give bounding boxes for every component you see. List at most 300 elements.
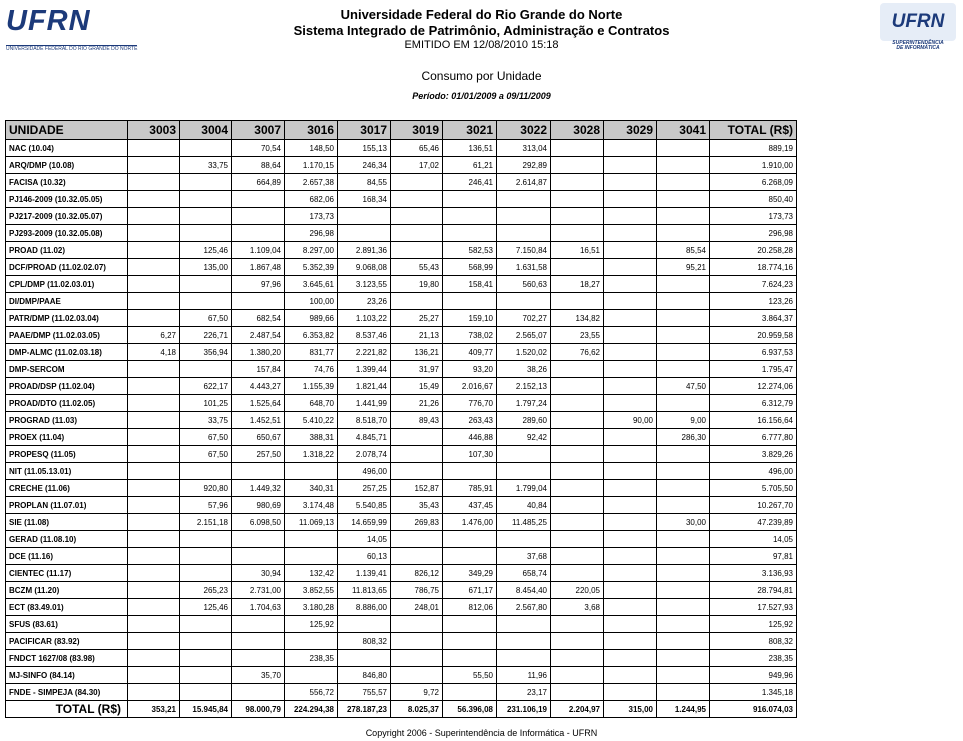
- value-cell: 248,01: [391, 599, 443, 616]
- table-row: [6, 259, 797, 276]
- table-row: [6, 565, 797, 582]
- value-cell: [604, 531, 657, 548]
- value-cell: [604, 140, 657, 157]
- value-cell: [604, 361, 657, 378]
- value-cell: [285, 463, 338, 480]
- value-cell: 19,80: [391, 276, 443, 293]
- value-cell: [128, 650, 180, 667]
- value-cell: [391, 548, 443, 565]
- column-header: 3004: [180, 121, 232, 140]
- value-cell: [180, 174, 232, 191]
- value-cell: [551, 293, 604, 310]
- row-total-cell: 6.268,09: [710, 174, 797, 191]
- table-row: [6, 480, 797, 497]
- row-total-cell: 1.795,47: [710, 361, 797, 378]
- value-cell: 97,96: [232, 276, 285, 293]
- value-cell: 1.380,20: [232, 344, 285, 361]
- value-cell: 1.867,48: [232, 259, 285, 276]
- value-cell: [232, 208, 285, 225]
- row-total-cell: 12.274,06: [710, 378, 797, 395]
- value-cell: 8.518,70: [338, 412, 391, 429]
- value-cell: 286,30: [657, 429, 710, 446]
- value-cell: 2.891,36: [338, 242, 391, 259]
- value-cell: 21,13: [391, 327, 443, 344]
- row-total-cell: 1.910,00: [710, 157, 797, 174]
- value-cell: 1.155,39: [285, 378, 338, 395]
- column-header: 3029: [604, 121, 657, 140]
- value-cell: [604, 633, 657, 650]
- value-cell: [657, 497, 710, 514]
- value-cell: 1.525,64: [232, 395, 285, 412]
- row-total-cell: 889,19: [710, 140, 797, 157]
- value-cell: 2.567,80: [497, 599, 551, 616]
- emission-date: EMITIDO EM 12/08/2010 15:18: [404, 39, 559, 51]
- value-cell: 226,71: [180, 327, 232, 344]
- value-cell: [604, 174, 657, 191]
- unit-name-cell: SFUS (83.61): [6, 616, 128, 633]
- value-cell: 136,21: [391, 344, 443, 361]
- table-row: [6, 446, 797, 463]
- value-cell: 37,68: [497, 548, 551, 565]
- value-cell: [128, 667, 180, 684]
- row-total-cell: 5.705,50: [710, 480, 797, 497]
- value-cell: [128, 208, 180, 225]
- value-cell: 30,00: [657, 514, 710, 531]
- value-cell: [497, 463, 551, 480]
- value-cell: [180, 684, 232, 701]
- value-cell: [497, 191, 551, 208]
- value-cell: 11.813,65: [338, 582, 391, 599]
- value-cell: 100,00: [285, 293, 338, 310]
- value-cell: [657, 650, 710, 667]
- unit-name-cell: PAAE/DMP (11.02.03.05): [6, 327, 128, 344]
- value-cell: 2.016,67: [443, 378, 497, 395]
- value-cell: 1.631,58: [497, 259, 551, 276]
- value-cell: 8.454,40: [497, 582, 551, 599]
- value-cell: [657, 446, 710, 463]
- value-cell: 85,54: [657, 242, 710, 259]
- value-cell: 6,27: [128, 327, 180, 344]
- value-cell: 6.353,82: [285, 327, 338, 344]
- row-total-cell: 1.345,18: [710, 684, 797, 701]
- value-cell: [604, 191, 657, 208]
- value-cell: 95,21: [657, 259, 710, 276]
- value-cell: 23,17: [497, 684, 551, 701]
- value-cell: [604, 378, 657, 395]
- value-cell: [497, 650, 551, 667]
- value-cell: 21,26: [391, 395, 443, 412]
- row-total-cell: 3.136,93: [710, 565, 797, 582]
- value-cell: [657, 582, 710, 599]
- value-cell: 14,05: [338, 531, 391, 548]
- value-cell: [657, 395, 710, 412]
- value-cell: [128, 276, 180, 293]
- value-cell: 65,46: [391, 140, 443, 157]
- value-cell: 89,43: [391, 412, 443, 429]
- value-cell: 8.886,00: [338, 599, 391, 616]
- table-row: [6, 514, 797, 531]
- ufrn-logo-text: UFRN: [6, 5, 91, 37]
- table-row: [6, 650, 797, 667]
- value-cell: [604, 276, 657, 293]
- value-cell: [391, 667, 443, 684]
- sinfo-logo-text: UFRN: [880, 3, 956, 41]
- value-cell: 238,35: [285, 650, 338, 667]
- value-cell: 1.452,51: [232, 412, 285, 429]
- value-cell: 755,57: [338, 684, 391, 701]
- table-row: [6, 191, 797, 208]
- value-cell: 1.704,63: [232, 599, 285, 616]
- value-cell: [551, 667, 604, 684]
- value-cell: 152,87: [391, 480, 443, 497]
- value-cell: [604, 565, 657, 582]
- row-total-cell: 14,05: [710, 531, 797, 548]
- value-cell: 55,50: [443, 667, 497, 684]
- value-cell: 93,20: [443, 361, 497, 378]
- value-cell: 846,80: [338, 667, 391, 684]
- value-cell: 568,99: [443, 259, 497, 276]
- value-cell: 157,84: [232, 361, 285, 378]
- value-cell: [551, 140, 604, 157]
- value-cell: 67,50: [180, 429, 232, 446]
- value-cell: [497, 633, 551, 650]
- value-cell: 349,29: [443, 565, 497, 582]
- value-cell: [285, 531, 338, 548]
- value-cell: 132,42: [285, 565, 338, 582]
- value-cell: [657, 225, 710, 242]
- table-row: [6, 310, 797, 327]
- value-cell: 340,31: [285, 480, 338, 497]
- value-cell: 3.852,55: [285, 582, 338, 599]
- column-header: 3022: [497, 121, 551, 140]
- value-cell: [180, 293, 232, 310]
- value-cell: [657, 616, 710, 633]
- value-cell: 8.537,46: [338, 327, 391, 344]
- value-cell: 15,49: [391, 378, 443, 395]
- unit-name-cell: ECT (83.49.01): [6, 599, 128, 616]
- value-cell: 76,62: [551, 344, 604, 361]
- value-cell: 582,53: [443, 242, 497, 259]
- value-cell: [657, 174, 710, 191]
- value-cell: [657, 548, 710, 565]
- value-cell: 1.821,44: [338, 378, 391, 395]
- value-cell: [391, 208, 443, 225]
- column-total-cell: 15.945,84: [180, 701, 232, 718]
- value-cell: [604, 684, 657, 701]
- value-cell: [657, 208, 710, 225]
- value-cell: [604, 395, 657, 412]
- column-total-cell: 56.396,08: [443, 701, 497, 718]
- value-cell: [657, 667, 710, 684]
- value-cell: [128, 582, 180, 599]
- value-cell: [604, 667, 657, 684]
- unit-name-cell: PJ217-2009 (10.32.05.07): [6, 208, 128, 225]
- value-cell: [551, 191, 604, 208]
- value-cell: [391, 429, 443, 446]
- value-cell: [391, 531, 443, 548]
- value-cell: [128, 310, 180, 327]
- value-cell: [551, 395, 604, 412]
- unit-name-cell: PROEX (11.04): [6, 429, 128, 446]
- value-cell: [604, 446, 657, 463]
- column-header-unidade: UNIDADE: [6, 121, 128, 140]
- value-cell: [128, 157, 180, 174]
- value-cell: 9.068,08: [338, 259, 391, 276]
- value-cell: [551, 497, 604, 514]
- value-cell: 101,25: [180, 395, 232, 412]
- value-cell: 17,02: [391, 157, 443, 174]
- column-total-cell: 231.106,19: [497, 701, 551, 718]
- value-cell: [604, 616, 657, 633]
- value-cell: 7.150,84: [497, 242, 551, 259]
- value-cell: [180, 616, 232, 633]
- value-cell: 257,50: [232, 446, 285, 463]
- value-cell: [338, 616, 391, 633]
- column-total-cell: 353,21: [128, 701, 180, 718]
- value-cell: [232, 684, 285, 701]
- unit-name-cell: PATR/DMP (11.02.03.04): [6, 310, 128, 327]
- value-cell: [128, 429, 180, 446]
- value-cell: 4,18: [128, 344, 180, 361]
- unit-name-cell: PJ146-2009 (10.32.05.05): [6, 191, 128, 208]
- table-row: [6, 276, 797, 293]
- value-cell: 11,96: [497, 667, 551, 684]
- value-cell: 3.645,61: [285, 276, 338, 293]
- value-cell: 831,77: [285, 344, 338, 361]
- report-period: [0, 91, 963, 101]
- table-row: [6, 497, 797, 514]
- value-cell: 2.221,82: [338, 344, 391, 361]
- value-cell: [604, 463, 657, 480]
- value-cell: 2.731,00: [232, 582, 285, 599]
- value-cell: [551, 412, 604, 429]
- value-cell: [391, 633, 443, 650]
- value-cell: [180, 548, 232, 565]
- table-row: [6, 616, 797, 633]
- value-cell: [657, 361, 710, 378]
- table-total-row: [6, 701, 797, 718]
- report-title: Consumo por Unidade: [421, 69, 542, 83]
- value-cell: 826,12: [391, 565, 443, 582]
- value-cell: [657, 344, 710, 361]
- value-cell: 682,54: [232, 310, 285, 327]
- unit-name-cell: PROGRAD (11.03): [6, 412, 128, 429]
- value-cell: [551, 429, 604, 446]
- value-cell: 1.520,02: [497, 344, 551, 361]
- value-cell: [232, 548, 285, 565]
- unit-name-cell: NAC (10.04): [6, 140, 128, 157]
- value-cell: [443, 191, 497, 208]
- table-row: [6, 395, 797, 412]
- value-cell: [180, 650, 232, 667]
- value-cell: [497, 293, 551, 310]
- value-cell: [604, 599, 657, 616]
- unit-name-cell: MJ-SINFO (84.14): [6, 667, 128, 684]
- value-cell: [604, 480, 657, 497]
- value-cell: 155,13: [338, 140, 391, 157]
- total-label: TOTAL (R$): [6, 701, 128, 718]
- value-cell: [232, 633, 285, 650]
- value-cell: 785,91: [443, 480, 497, 497]
- value-cell: [551, 684, 604, 701]
- value-cell: 57,96: [180, 497, 232, 514]
- row-total-cell: 3.829,26: [710, 446, 797, 463]
- column-header: TOTAL (R$): [710, 121, 797, 140]
- table-row: [6, 429, 797, 446]
- table-row: [6, 684, 797, 701]
- unit-name-cell: FNDCT 1627/08 (83.98): [6, 650, 128, 667]
- value-cell: [443, 463, 497, 480]
- value-cell: 18,27: [551, 276, 604, 293]
- row-total-cell: 296,98: [710, 225, 797, 242]
- value-cell: [128, 514, 180, 531]
- value-cell: [391, 225, 443, 242]
- unit-name-cell: CRECHE (11.06): [6, 480, 128, 497]
- value-cell: [391, 242, 443, 259]
- value-cell: 136,51: [443, 140, 497, 157]
- row-total-cell: 125,92: [710, 616, 797, 633]
- value-cell: [232, 191, 285, 208]
- value-cell: [604, 225, 657, 242]
- value-cell: [497, 208, 551, 225]
- value-cell: 23,26: [338, 293, 391, 310]
- value-cell: [128, 599, 180, 616]
- value-cell: 1.399,44: [338, 361, 391, 378]
- value-cell: 2.487,54: [232, 327, 285, 344]
- value-cell: 1.109,04: [232, 242, 285, 259]
- value-cell: 134,82: [551, 310, 604, 327]
- value-cell: 16,51: [551, 242, 604, 259]
- value-cell: 2.657,38: [285, 174, 338, 191]
- unit-name-cell: DI/DMP/PAAE: [6, 293, 128, 310]
- row-total-cell: 808,32: [710, 633, 797, 650]
- row-total-cell: 20.959,58: [710, 327, 797, 344]
- row-total-cell: 238,35: [710, 650, 797, 667]
- value-cell: [180, 565, 232, 582]
- ufrn-logo-tagline: UNIVERSIDADE FEDERAL DO RIO GRANDE DO NORTE: [6, 46, 138, 52]
- value-cell: 1.797,24: [497, 395, 551, 412]
- value-cell: 14.659,99: [338, 514, 391, 531]
- value-cell: 560,63: [497, 276, 551, 293]
- value-cell: [657, 463, 710, 480]
- value-cell: 61,21: [443, 157, 497, 174]
- value-cell: [391, 650, 443, 667]
- value-cell: [551, 548, 604, 565]
- value-cell: 74,76: [285, 361, 338, 378]
- row-total-cell: 123,26: [710, 293, 797, 310]
- value-cell: [128, 480, 180, 497]
- row-total-cell: 18.774,16: [710, 259, 797, 276]
- column-total-cell: 278.187,23: [338, 701, 391, 718]
- value-cell: 4.845,71: [338, 429, 391, 446]
- value-cell: [128, 463, 180, 480]
- value-cell: 107,30: [443, 446, 497, 463]
- value-cell: [180, 667, 232, 684]
- value-cell: 3,68: [551, 599, 604, 616]
- unit-name-cell: CIENTEC (11.17): [6, 565, 128, 582]
- value-cell: [657, 531, 710, 548]
- value-cell: 6.098,50: [232, 514, 285, 531]
- value-cell: [551, 633, 604, 650]
- value-cell: 1.476,00: [443, 514, 497, 531]
- value-cell: 33,75: [180, 412, 232, 429]
- table-row: [6, 633, 797, 650]
- value-cell: [657, 293, 710, 310]
- row-total-cell: 28.794,81: [710, 582, 797, 599]
- unit-name-cell: PROPESQ (11.05): [6, 446, 128, 463]
- table-header-row: [6, 121, 797, 140]
- value-cell: 1.139,41: [338, 565, 391, 582]
- column-header: 3017: [338, 121, 391, 140]
- value-cell: [128, 633, 180, 650]
- value-cell: 40,84: [497, 497, 551, 514]
- value-cell: [128, 378, 180, 395]
- value-cell: [443, 650, 497, 667]
- value-cell: 356,94: [180, 344, 232, 361]
- table-row: [6, 463, 797, 480]
- table-row: [6, 667, 797, 684]
- value-cell: [338, 208, 391, 225]
- table-row: [6, 140, 797, 157]
- table-body: [6, 140, 797, 701]
- value-cell: [443, 616, 497, 633]
- unit-name-cell: NIT (11.05.13.01): [6, 463, 128, 480]
- column-header: 3007: [232, 121, 285, 140]
- column-total-cell: 98.000,79: [232, 701, 285, 718]
- value-cell: [128, 548, 180, 565]
- value-cell: 650,67: [232, 429, 285, 446]
- value-cell: [657, 599, 710, 616]
- value-cell: 1.449,32: [232, 480, 285, 497]
- unit-name-cell: PROPLAN (11.07.01): [6, 497, 128, 514]
- value-cell: [128, 684, 180, 701]
- value-cell: [657, 684, 710, 701]
- value-cell: [497, 446, 551, 463]
- value-cell: [657, 633, 710, 650]
- value-cell: 556,72: [285, 684, 338, 701]
- value-cell: 664,89: [232, 174, 285, 191]
- value-cell: 257,25: [338, 480, 391, 497]
- value-cell: 1.318,22: [285, 446, 338, 463]
- row-total-cell: 6.777,80: [710, 429, 797, 446]
- value-cell: [604, 650, 657, 667]
- row-total-cell: 17.527,93: [710, 599, 797, 616]
- unit-name-cell: PROAD/DSP (11.02.04): [6, 378, 128, 395]
- value-cell: 159,10: [443, 310, 497, 327]
- value-cell: 2.565,07: [497, 327, 551, 344]
- value-cell: [128, 259, 180, 276]
- value-cell: 220,05: [551, 582, 604, 599]
- value-cell: 289,60: [497, 412, 551, 429]
- value-cell: 4.443,27: [232, 378, 285, 395]
- value-cell: [391, 446, 443, 463]
- value-cell: 682,06: [285, 191, 338, 208]
- value-cell: [551, 174, 604, 191]
- value-cell: 25,27: [391, 310, 443, 327]
- unit-name-cell: ARQ/DMP (10.08): [6, 157, 128, 174]
- value-cell: 67,50: [180, 446, 232, 463]
- value-cell: 265,23: [180, 582, 232, 599]
- value-cell: 812,06: [443, 599, 497, 616]
- value-cell: [551, 378, 604, 395]
- value-cell: [232, 463, 285, 480]
- period-value: 01/01/2009 a 09/11/2009: [451, 91, 551, 101]
- university-name: Universidade Federal do Rio Grande do Norte: [340, 7, 623, 22]
- value-cell: [497, 225, 551, 242]
- column-total-cell: 1.244,95: [657, 701, 710, 718]
- value-cell: 158,41: [443, 276, 497, 293]
- value-cell: [232, 225, 285, 242]
